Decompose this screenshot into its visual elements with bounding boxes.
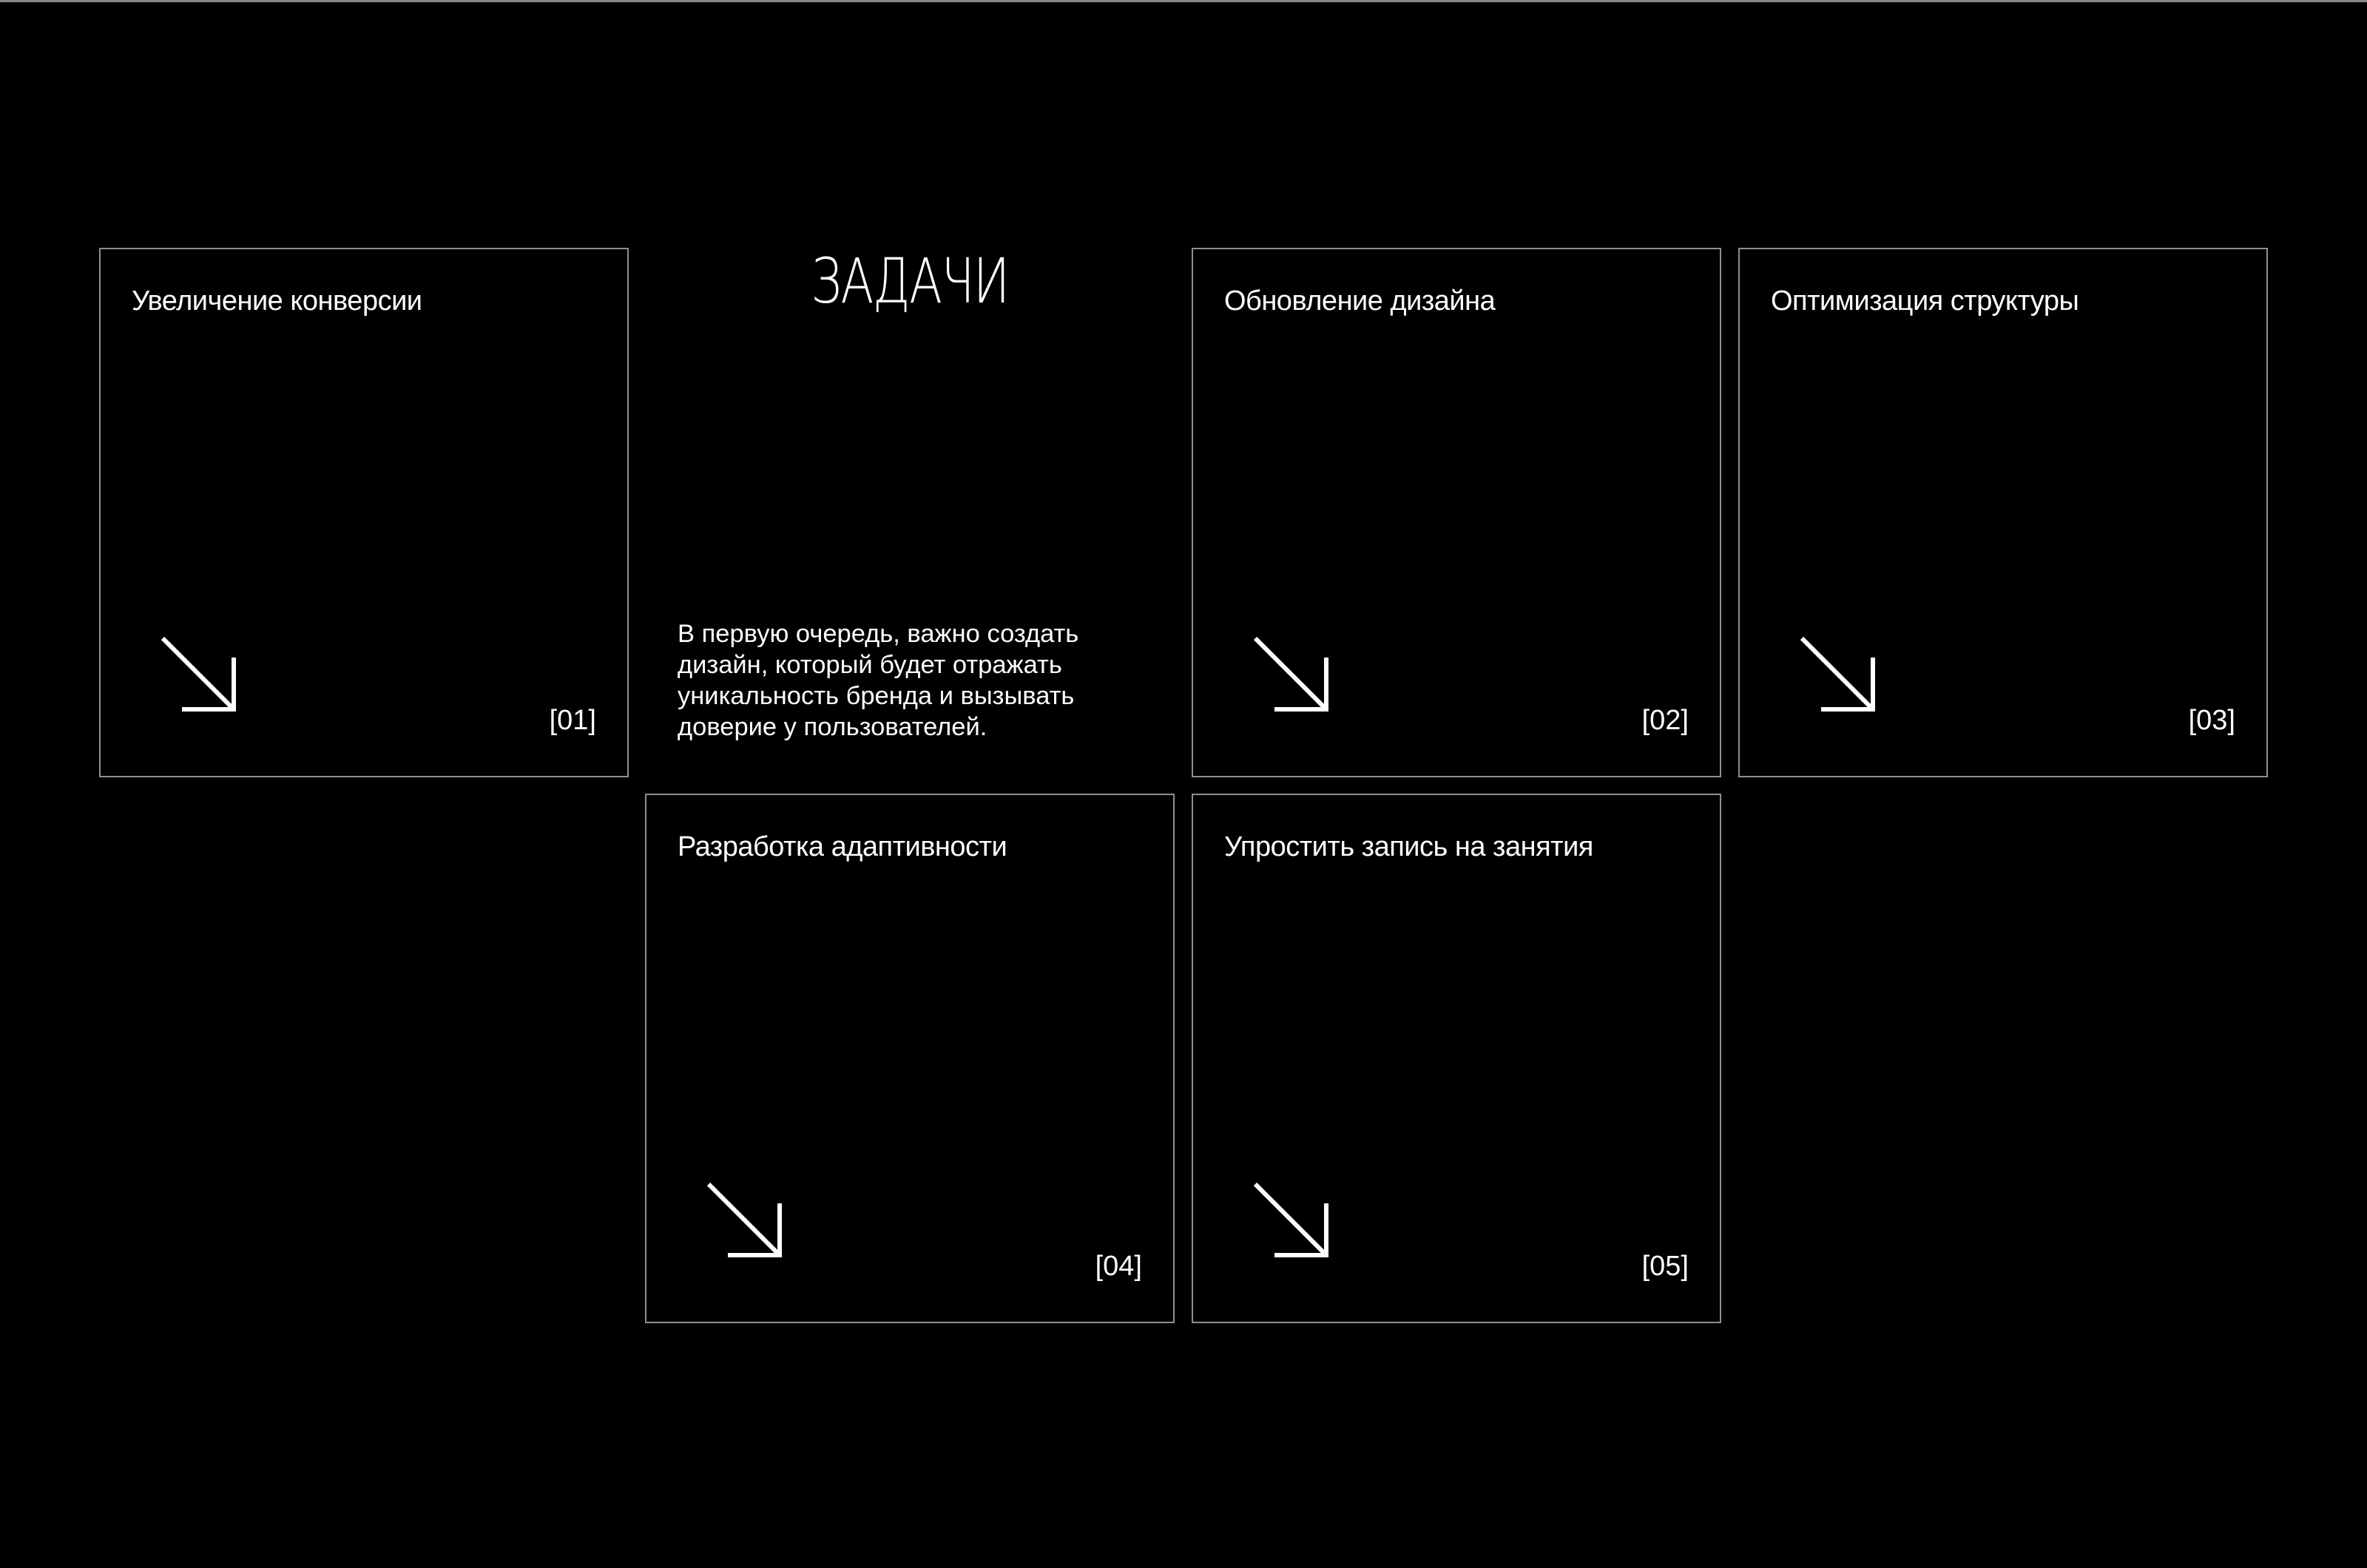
- card-number: [04]: [1095, 1251, 1142, 1282]
- task-card-design-update[interactable]: [1192, 248, 1721, 777]
- card-title: Увеличение конверсии: [132, 285, 422, 317]
- card-number: [05]: [1641, 1251, 1689, 1282]
- card-title: Разработка адаптивности: [678, 831, 1007, 862]
- top-divider: [0, 0, 2367, 2]
- task-card-adaptivity[interactable]: [645, 794, 1175, 1323]
- task-card-class-booking[interactable]: [1192, 794, 1721, 1323]
- arrow-down-right-icon: [160, 635, 241, 717]
- arrow-down-right-icon: [1799, 635, 1880, 717]
- arrow-down-right-icon: [706, 1181, 787, 1263]
- card-number: [02]: [1641, 705, 1689, 736]
- card-number: [01]: [549, 705, 596, 736]
- section-description: В первую очередь, важно создать дизайн, который будет отражать уникальность бренда и вызывать доверие у пользователей.: [678, 620, 1079, 741]
- arrow-down-right-icon: [1252, 1181, 1334, 1263]
- card-title: Упростить запись на занятия: [1224, 831, 1593, 862]
- task-card-conversion[interactable]: [99, 248, 629, 777]
- card-title: Обновление дизайна: [1224, 285, 1496, 317]
- task-card-structure-optimization[interactable]: [1738, 248, 2268, 777]
- arrow-down-right-icon: [1252, 635, 1334, 717]
- card-number: [03]: [2188, 705, 2235, 736]
- section-title: ЗАДАЧИ: [811, 245, 1009, 317]
- card-title: Оптимизация структуры: [1771, 285, 2079, 317]
